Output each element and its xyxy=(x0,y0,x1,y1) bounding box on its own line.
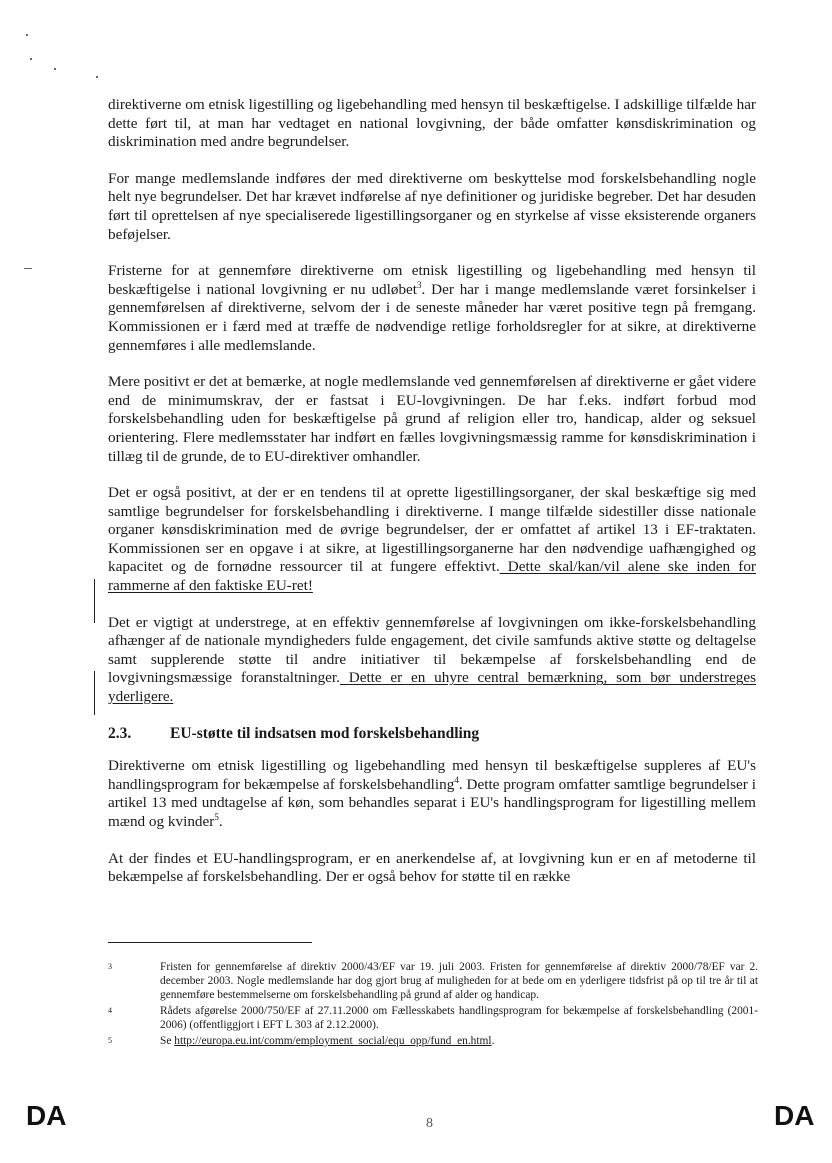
footnote-4 xyxy=(108,1004,758,1032)
footnote-link[interactable]: http://europa.eu.int/comm/employment_social/equ_opp/fund_en.html xyxy=(174,1035,492,1047)
handwritten-annotation-1: Dette skal/kan/vil alene ske inden for rammerne af den faktiske EU-ret! xyxy=(108,558,756,595)
paragraph-6 xyxy=(108,614,756,707)
paragraph-4: Mere positivt er det at bemærke, at nogle medlemslande ved gennemførelsen af direktiverne er gået videre end de minimumskrav, der er fastsat i EU-lovgivningen. De har f.eks. indført forbud mod forskelsbehandling uden for beskæftigelse på grund af religion eller tro, handicap, alder og seksuel orientering. Flere medlemsstater har indført en fælles lovgivningsmæssig ramme for kønsdiskrimination i tillæg til de grunde, de to EU-direktiver omhandler. xyxy=(108,373,756,465)
footnote-text: Rådets afgørelse 2000/750/EF af 27.11.2000 om Fællesskabets handlingsprogram for bekæmpelse af forskelsbehandling (2001-2006) (offentliggjort i EFT L 303 af 2.12.2000). xyxy=(160,1005,758,1031)
scan-speck xyxy=(30,58,32,60)
scan-speck xyxy=(96,76,98,78)
paragraph-6-text: Det er vigtigt at understrege, at en effektiv gennemførelse af lovgivningen om ikke-forskelsbehandling afhænger af de nationale myndigheders fulde engagement, det civile samfunds aktive støtte og deltagelse samt supplerende støtte til andre initiativer til bekæmpelse af forskelsbehandling end de lovgivningsmæssige foranstaltninger. xyxy=(108,613,756,687)
paragraph-1: direktiverne om etnisk ligestilling og ligebehandling med hensyn til beskæftigelse. I adskillige tilfælde har dette ført til, at man har vedtaget en national lovgivning, der både omfatter kønsdiskrimination og diskrimination med andre begrundelser. xyxy=(108,96,756,151)
paragraph-5-text: Det er også positivt, at der er en tendens til at oprette ligestillingsorganer, der skal beskæftige sig med samtlige begrundelser for forskelsbehandling i direktiverne. I mange tilfælde sidestiller disse nationale organer kønsdiskrimination med de øvrige begrundelser, der er omfattet af artikel 13 i EF-traktaten. Kommissionen ser en opgave i at sikre, at ligestillingsorganerne har den nødvendige uafhængighed og kapacitet og de fornødne ressourcer til at fungere effektivt. xyxy=(108,484,756,576)
paragraph-7-text-end: . xyxy=(218,813,223,830)
section-heading xyxy=(108,725,756,744)
paragraph-2: For mange medlemslande indføres der med direktiverne om beskyttelse mod forskelsbehandling nogle helt nye begrundelser. Det har krævet indførelse af nye definitioner og juridiske begreber. Det har desuden ført til oprettelsen af nye specialiserede ligestillingsorganer og en styrkelse af visse eksisterende organers beføjelser. xyxy=(108,169,756,243)
footnote-number: 3 xyxy=(108,962,112,971)
footnotes xyxy=(108,960,758,1050)
section-number: 2.3. xyxy=(108,724,132,742)
footnote-ref-3: 3 xyxy=(417,279,422,290)
paragraph-5 xyxy=(108,484,756,596)
footnote-ref-5: 5 xyxy=(214,811,219,822)
language-code-left: DA xyxy=(26,1100,67,1131)
language-code-right: DA xyxy=(774,1100,815,1131)
revision-margin-bar xyxy=(94,671,95,715)
scan-speck xyxy=(24,268,32,269)
paragraph-3 xyxy=(108,262,756,355)
footnote-ref-4: 4 xyxy=(454,774,459,785)
page-number: 8 xyxy=(426,1116,433,1131)
scan-speck xyxy=(26,34,28,36)
paragraph-8: At der findes et EU-handlingsprogram, er en anerkendelse af, at lovgivning kun er en af metoderne til bekæmpelse af forskelsbehandling. Der er også behov for støtte til en række xyxy=(108,849,756,886)
footnote-separator xyxy=(108,942,312,943)
footnote-prefix: Se xyxy=(160,1035,175,1047)
revision-margin-bar xyxy=(94,579,95,623)
paragraph-7-text: Direktiverne om etnisk ligestilling og ligebehandling med hensyn til beskæftigelse suppleres af EU's handlingsprogram for bekæmpelse af forskelsbehandling xyxy=(108,757,756,793)
paragraph-3-text-cont: . Der har i mange medlemslande været forsinkelser i gennemførelsen af direktiverne, selvom der i de seneste måneder har været positive tegn på fremgang. Kommissionen er i færd med at træffe de nødvendige retlige forholdsregler for at sikre, at direktiverne gennemføres i alle medlemslande. xyxy=(108,280,756,354)
handwritten-annotation-2: Dette er en uhyre central bemærkning, som bør understreges yderligere. xyxy=(108,669,756,706)
footnote-text: Fristen for gennemførelse af direktiv 2000/43/EF var 19. juli 2003. Fristen for gennemførelse af direktiv 2000/78/EF var 2. december 2003. Nogle medlemslande har dog gjort brug af muligheden for at bede om en yderligere tidsfrist på op til tre år til at gennemføre bestemmelserne om forskelsbehandling på grund af alder og handicap. xyxy=(160,961,758,1001)
footnote-text xyxy=(160,1034,758,1048)
document-body xyxy=(108,96,756,887)
paragraph-3-text: Fristerne for at gennemføre direktiverne om etnisk ligestilling og ligebehandling med hensyn til beskæftigelse i national lovgivning er nu udløbet xyxy=(108,262,756,298)
paragraph-7-text-cont: . Dette program omfatter samtlige begrundelser i artikel 13 med undtagelse af køn, som behandles separat i EU's handlingsprogram for ligestilling mellem mænd og kvinder xyxy=(108,775,756,830)
section-title: EU-støtte til indsatsen mod forskelsbehandling xyxy=(170,724,480,742)
footnote-5 xyxy=(108,1034,758,1048)
footnote-number: 4 xyxy=(108,1006,112,1015)
footnote-suffix: . xyxy=(491,1035,495,1047)
footnote-number: 5 xyxy=(108,1036,112,1045)
paragraph-7 xyxy=(108,757,756,831)
footnote-3 xyxy=(108,960,758,1002)
scan-speck xyxy=(54,68,56,70)
